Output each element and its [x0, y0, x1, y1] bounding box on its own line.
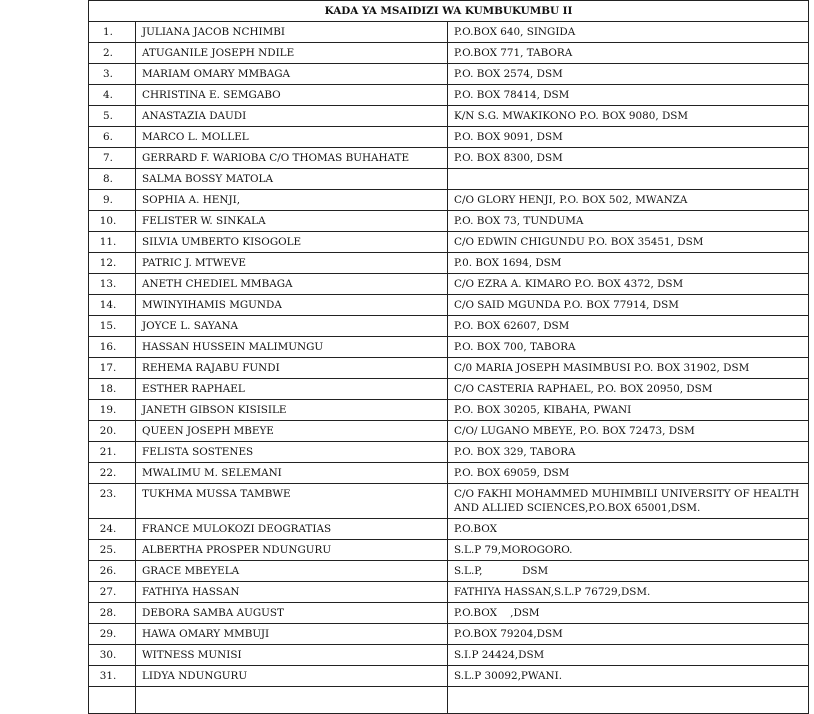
- candidate-name: QUEEN JOSEPH MBEYE: [136, 421, 448, 442]
- candidate-address: P.O.BOX 79204,DSM: [448, 624, 809, 645]
- table-row: [89, 358, 809, 379]
- candidate-name: FELISTER W. SINKALA: [136, 211, 448, 232]
- table-row: [89, 561, 809, 582]
- table-row: [89, 253, 809, 274]
- candidate-name: JOYCE L. SAYANA: [136, 316, 448, 337]
- row-number: 4.: [89, 85, 136, 106]
- row-number: 11.: [89, 232, 136, 253]
- candidate-address: P.O. BOX 9091, DSM: [448, 127, 809, 148]
- table-row: [89, 519, 809, 540]
- table-row: [89, 379, 809, 400]
- table-row: [89, 148, 809, 169]
- candidate-name: ATUGANILE JOSEPH NDILE: [136, 43, 448, 64]
- candidate-name: GERRARD F. WARIOBA C/O THOMAS BUHAHATE: [136, 148, 448, 169]
- row-number: 2.: [89, 43, 136, 64]
- candidate-name: CHRISTINA E. SEMGABO: [136, 85, 448, 106]
- row-number: 24.: [89, 519, 136, 540]
- candidate-address: P.O. BOX 8300, DSM: [448, 148, 809, 169]
- candidate-address: S.I.P 24424,DSM: [448, 645, 809, 666]
- candidate-name: MWALIMU M. SELEMANI: [136, 463, 448, 484]
- candidate-name: HAWA OMARY MMBUJI: [136, 624, 448, 645]
- candidate-address: C/O CASTERIA RAPHAEL, P.O. BOX 20950, DSM: [448, 379, 809, 400]
- candidate-address: P.0. BOX 1694, DSM: [448, 253, 809, 274]
- row-number: 17.: [89, 358, 136, 379]
- candidate-name: JANETH GIBSON KISISILE: [136, 400, 448, 421]
- candidate-address: C/O GLORY HENJI, P.O. BOX 502, MWANZA: [448, 190, 809, 211]
- row-number: 20.: [89, 421, 136, 442]
- candidate-address: C/0 MARIA JOSEPH MASIMBUSI P.O. BOX 31902, DSM: [448, 358, 809, 379]
- row-number: 21.: [89, 442, 136, 463]
- candidate-address: FATHIYA HASSAN,S.L.P 76729,DSM.: [448, 582, 809, 603]
- candidate-address: C/O EZRA A. KIMARO P.O. BOX 4372, DSM: [448, 274, 809, 295]
- row-number: 18.: [89, 379, 136, 400]
- table-row: [89, 603, 809, 624]
- candidate-name: ESTHER RAPHAEL: [136, 379, 448, 400]
- candidate-name: WITNESS MUNISI: [136, 645, 448, 666]
- candidate-address: C/O FAKHI MOHAMMED MUHIMBILI UNIVERSITY OF HEALTH AND ALLIED SCIENCES,P.O.BOX 65001,DSM.: [448, 484, 809, 519]
- candidate-address: P.O.BOX: [448, 519, 809, 540]
- row-number: 9.: [89, 190, 136, 211]
- row-number: 28.: [89, 603, 136, 624]
- candidate-name: MARIAM OMARY MMBAGA: [136, 64, 448, 85]
- candidate-address: C/O EDWIN CHIGUNDU P.O. BOX 35451, DSM: [448, 232, 809, 253]
- candidate-address: P.O. BOX 69059, DSM: [448, 463, 809, 484]
- candidate-address: S.L.P 30092,PWANI.: [448, 666, 809, 687]
- row-number: 10.: [89, 211, 136, 232]
- candidate-name: FELISTA SOSTENES: [136, 442, 448, 463]
- candidate-address: S.L.P, DSM: [448, 561, 809, 582]
- row-number: 19.: [89, 400, 136, 421]
- candidate-name: PATRIC J. MTWEVE: [136, 253, 448, 274]
- empty-cell: [136, 687, 448, 714]
- table-title: KADA YA MSAIDIZI WA KUMBUKUMBU II: [89, 1, 809, 22]
- table-row: [89, 22, 809, 43]
- candidate-name: MARCO L. MOLLEL: [136, 127, 448, 148]
- row-number: 1.: [89, 22, 136, 43]
- table-row: [89, 85, 809, 106]
- table-row: [89, 169, 809, 190]
- table-row: [89, 211, 809, 232]
- table-row: [89, 274, 809, 295]
- candidate-name: SALMA BOSSY MATOLA: [136, 169, 448, 190]
- row-number: 14.: [89, 295, 136, 316]
- row-number: 22.: [89, 463, 136, 484]
- table-row: [89, 295, 809, 316]
- table-row: [89, 540, 809, 561]
- candidate-address: P.O.BOX 640, SINGIDA: [448, 22, 809, 43]
- table-row: [89, 645, 809, 666]
- table-row: [89, 106, 809, 127]
- row-number: 3.: [89, 64, 136, 85]
- table-row: [89, 127, 809, 148]
- row-number: 23.: [89, 484, 136, 519]
- table-row: [89, 232, 809, 253]
- candidate-address: [448, 169, 809, 190]
- table-row: [89, 43, 809, 64]
- table-row: [89, 400, 809, 421]
- candidate-address: P.O.BOX 771, TABORA: [448, 43, 809, 64]
- candidate-name: REHEMA RAJABU FUNDI: [136, 358, 448, 379]
- candidate-name: MWINYIHAMIS MGUNDA: [136, 295, 448, 316]
- row-number: 5.: [89, 106, 136, 127]
- candidate-address: C/O/ LUGANO MBEYE, P.O. BOX 72473, DSM: [448, 421, 809, 442]
- row-number: 12.: [89, 253, 136, 274]
- candidate-address: P.O. BOX 2574, DSM: [448, 64, 809, 85]
- candidate-address: P.O. BOX 78414, DSM: [448, 85, 809, 106]
- row-number: 16.: [89, 337, 136, 358]
- candidate-name: DEBORA SAMBA AUGUST: [136, 603, 448, 624]
- table-row: [89, 337, 809, 358]
- candidate-name: FATHIYA HASSAN: [136, 582, 448, 603]
- candidate-name: JULIANA JACOB NCHIMBI: [136, 22, 448, 43]
- row-number: 8.: [89, 169, 136, 190]
- table-row: [89, 421, 809, 442]
- row-number: 15.: [89, 316, 136, 337]
- table-row: [89, 442, 809, 463]
- table-row: [89, 316, 809, 337]
- candidate-address: S.L.P 79,MOROGORO.: [448, 540, 809, 561]
- row-number: 26.: [89, 561, 136, 582]
- row-number: 25.: [89, 540, 136, 561]
- candidate-name: SILVIA UMBERTO KISOGOLE: [136, 232, 448, 253]
- row-number: 29.: [89, 624, 136, 645]
- row-number: 7.: [89, 148, 136, 169]
- candidate-name: ANETH CHEDIEL MMBAGA: [136, 274, 448, 295]
- row-number: 31.: [89, 666, 136, 687]
- candidate-name: GRACE MBEYELA: [136, 561, 448, 582]
- candidate-address: P.O. BOX 30205, KIBAHA, PWANI: [448, 400, 809, 421]
- row-number: 27.: [89, 582, 136, 603]
- table-row: [89, 624, 809, 645]
- candidate-name: ALBERTHA PROSPER NDUNGURU: [136, 540, 448, 561]
- candidate-name: ANASTAZIA DAUDI: [136, 106, 448, 127]
- row-number: 13.: [89, 274, 136, 295]
- candidate-name: LIDYA NDUNGURU: [136, 666, 448, 687]
- candidate-address: P.O. BOX 73, TUNDUMA: [448, 211, 809, 232]
- row-number: 30.: [89, 645, 136, 666]
- candidates-table: [88, 0, 809, 714]
- title-row: [89, 1, 809, 22]
- table-row-cut-off: [89, 687, 809, 714]
- row-number: 6.: [89, 127, 136, 148]
- table-row: [89, 64, 809, 85]
- candidate-address: K/N S.G. MWAKIKONO P.O. BOX 9080, DSM: [448, 106, 809, 127]
- table-row: [89, 484, 809, 519]
- candidate-name: HASSAN HUSSEIN MALIMUNGU: [136, 337, 448, 358]
- candidate-address: C/O SAID MGUNDA P.O. BOX 77914, DSM: [448, 295, 809, 316]
- candidate-address: P.O.BOX ,DSM: [448, 603, 809, 624]
- candidate-address: P.O. BOX 329, TABORA: [448, 442, 809, 463]
- table-row: [89, 582, 809, 603]
- candidate-name: TUKHMA MUSSA TAMBWE: [136, 484, 448, 519]
- table-row: [89, 463, 809, 484]
- candidate-name: FRANCE MULOKOZI DEOGRATIAS: [136, 519, 448, 540]
- candidate-address: P.O. BOX 700, TABORA: [448, 337, 809, 358]
- table-row: [89, 190, 809, 211]
- candidate-address: P.O. BOX 62607, DSM: [448, 316, 809, 337]
- candidate-name: SOPHIA A. HENJI,: [136, 190, 448, 211]
- table-row: [89, 666, 809, 687]
- empty-cell: [448, 687, 809, 714]
- empty-cell: [89, 687, 136, 714]
